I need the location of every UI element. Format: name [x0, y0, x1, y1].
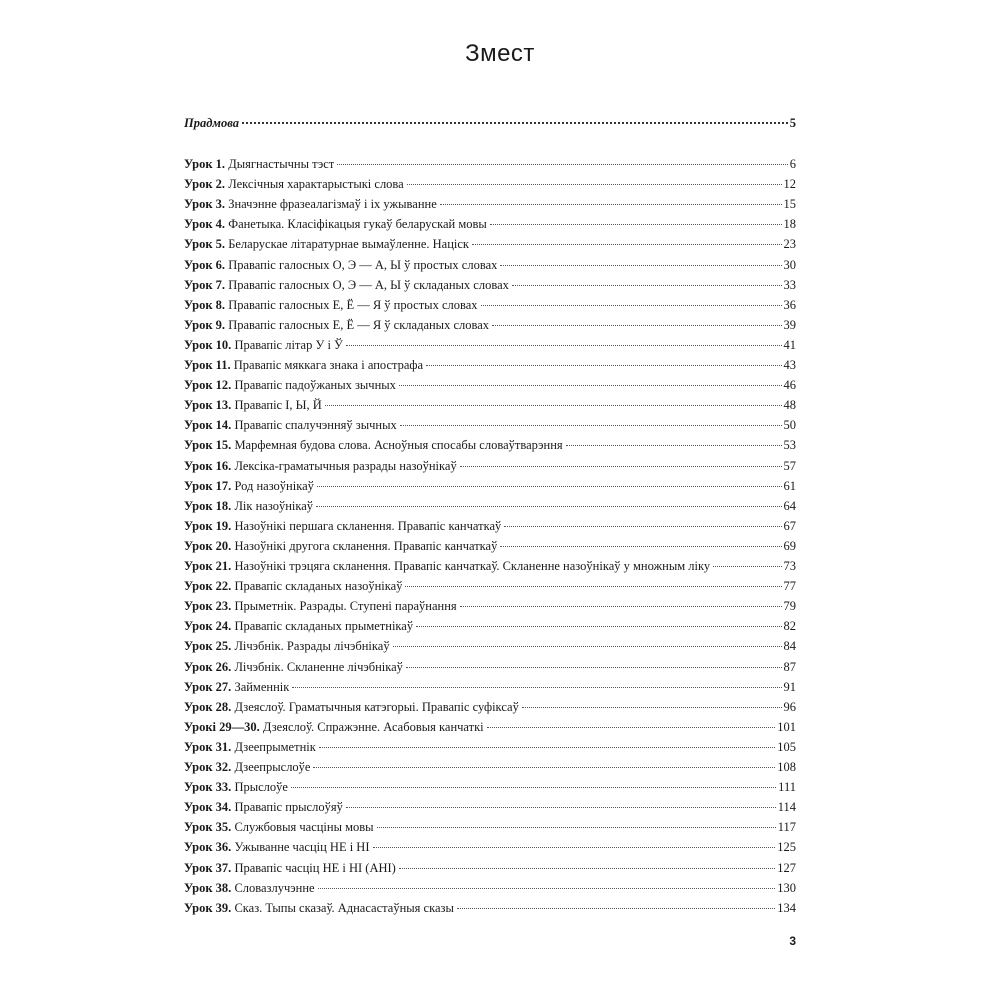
dot-leader	[472, 244, 782, 245]
lesson-title: Правапіс спалучэнняў зычных	[234, 418, 397, 433]
dot-leader	[377, 827, 776, 828]
dot-leader	[522, 707, 782, 708]
lesson-number: Урок 17.	[184, 478, 232, 493]
lesson-title: Дыягнастычны тэст	[228, 157, 335, 171]
lesson-page: 48	[783, 398, 796, 413]
toc-row[interactable]	[184, 458, 796, 474]
dot-leader	[504, 526, 781, 527]
dot-leader	[313, 767, 775, 768]
lesson-page: 41	[783, 337, 796, 352]
toc-row[interactable]	[184, 357, 796, 373]
lesson-page: 30	[783, 257, 796, 272]
dot-leader	[337, 164, 787, 165]
lesson-page: 6	[789, 157, 796, 171]
lesson-page: 53	[783, 438, 796, 453]
lesson-title: Дзеепрыметнік	[234, 739, 316, 754]
toc-row[interactable]	[184, 518, 796, 534]
lesson-page: 117	[777, 820, 796, 835]
lesson-title: Правапіс прыслоўяў	[234, 800, 343, 815]
lesson-title: Беларускае літаратурнае вымаўленне. Націск	[228, 237, 469, 252]
toc-row[interactable]	[184, 638, 796, 654]
toc-row[interactable]	[184, 759, 796, 775]
lesson-page: 73	[783, 559, 796, 573]
lesson-page: 36	[783, 297, 796, 312]
lesson-page: 50	[783, 418, 796, 433]
lesson-page: 127	[777, 860, 796, 875]
toc-row[interactable]	[184, 598, 796, 614]
dot-leader	[242, 122, 788, 124]
dot-leader	[400, 425, 782, 426]
lesson-number: Урок 3.	[184, 197, 226, 212]
lesson-title: Словазлучэнне	[234, 880, 315, 895]
toc-row[interactable]	[184, 578, 796, 594]
lesson-number: Урок 26.	[184, 659, 232, 674]
dot-leader	[393, 646, 782, 647]
lesson-page: 77	[783, 579, 796, 594]
lesson-page: 18	[783, 217, 796, 232]
toc-row-preface[interactable]	[184, 115, 796, 131]
lesson-title: Фанетыка. Класіфікацыя гукаў беларускай мовы	[228, 217, 487, 232]
lesson-number: Урок 32.	[184, 760, 232, 774]
dot-leader	[460, 466, 782, 467]
dot-leader	[292, 687, 781, 688]
lesson-title: Правапіс галосных Е, Ё — Я ў простых словах	[228, 297, 478, 312]
lesson-title: Правапіс літар У і Ў	[234, 337, 343, 352]
dot-leader	[291, 787, 776, 788]
dot-leader	[399, 385, 782, 386]
lesson-title: Правапіс мяккага знака і апострафа	[233, 358, 424, 372]
lesson-number: Урок 23.	[184, 599, 232, 614]
toc-row[interactable]	[184, 317, 796, 333]
lesson-title: Лексічныя характарыстыкі слова	[228, 177, 404, 192]
lesson-title: Дзеяслоў. Спражэнне. Асабовыя канчаткі	[262, 719, 484, 734]
lesson-page: 12	[783, 177, 796, 192]
toc-row[interactable]	[184, 236, 796, 252]
dot-leader	[481, 305, 782, 306]
lesson-page: 111	[778, 780, 796, 795]
lesson-number: Урок 14.	[184, 418, 232, 433]
dot-leader	[316, 506, 781, 507]
lesson-title: Марфемная будова слова. Асноўныя спосабы словаўтварэння	[234, 438, 563, 453]
lesson-number: Урок 16.	[184, 458, 232, 473]
lesson-page: 57	[783, 458, 796, 473]
lesson-page: 15	[783, 197, 796, 212]
dot-leader	[440, 204, 782, 205]
toc-row[interactable]	[184, 679, 796, 695]
dot-leader	[460, 606, 782, 607]
dot-leader	[346, 807, 776, 808]
toc-row[interactable]	[184, 498, 796, 514]
lesson-number: Урок 36.	[184, 840, 232, 855]
lesson-title: Назоўнікі першага скланення. Правапіс канчаткаў	[234, 518, 502, 533]
lesson-number: Урок 12.	[184, 378, 232, 393]
toc-row[interactable]	[184, 739, 796, 755]
lesson-page: 130	[777, 880, 796, 895]
lesson-page: 43	[783, 358, 796, 372]
lesson-number: Урок 18.	[184, 498, 232, 513]
lesson-page: 23	[783, 237, 796, 252]
toc-row[interactable]	[184, 779, 796, 795]
toc-row[interactable]	[184, 176, 796, 192]
lesson-title: Лічэбнік. Скланенне лічэбнікаў	[234, 659, 403, 674]
lesson-title: Сказ. Тыпы сказаў. Аднасастаўныя сказы	[234, 900, 454, 915]
lesson-number: Урок 27.	[184, 679, 232, 694]
dot-leader	[406, 667, 782, 668]
toc-row[interactable]	[184, 900, 796, 916]
lesson-number: Урок 11.	[184, 358, 231, 372]
lesson-number: Урок 15.	[184, 438, 232, 453]
lesson-title: Правапіс галосных Е, Ё — Я ў складаных словах	[228, 317, 490, 332]
lesson-page: 101	[777, 719, 796, 734]
lesson-number: Урок 37.	[184, 860, 232, 875]
toc-row[interactable]	[184, 799, 796, 815]
lesson-title: Прыслоўе	[234, 780, 288, 795]
dot-leader	[487, 727, 776, 728]
dot-leader	[490, 224, 782, 225]
lesson-number: Урок 6.	[184, 257, 226, 272]
lesson-number: Урок 20.	[184, 538, 232, 553]
table-of-contents	[184, 0, 796, 1000]
preface-page: 5	[789, 116, 796, 130]
lesson-title: Правапіс галосных О, Э — А, Ы ў складаных словах	[228, 277, 509, 292]
lesson-page: 96	[783, 699, 796, 714]
lesson-number: Урокі 29—30.	[184, 719, 260, 734]
lesson-number: Урок 34.	[184, 800, 232, 815]
lesson-title: Лексіка-граматычныя разрады назоўнікаў	[234, 458, 457, 473]
lesson-page: 105	[777, 739, 796, 754]
lesson-title: Назоўнікі трэцяга скланення. Правапіс канчаткаў. Скланенне назоўнікаў у множным ліку	[234, 559, 711, 573]
lesson-title: Правапіс складаных прыметнікаў	[234, 619, 414, 634]
lesson-title: Прыметнік. Разрады. Ступені параўнання	[234, 599, 457, 614]
dot-leader	[500, 546, 781, 547]
toc-row[interactable]	[184, 659, 796, 675]
lesson-page: 61	[783, 478, 796, 493]
lesson-title: Службовыя часціны мовы	[234, 820, 374, 835]
lesson-number: Урок 4.	[184, 217, 226, 232]
lesson-title: Правапіс І, Ы, Й	[234, 398, 322, 413]
toc-row[interactable]	[184, 719, 796, 735]
toc-row[interactable]	[184, 538, 796, 554]
lesson-number: Урок 38.	[184, 880, 232, 895]
dot-leader	[492, 325, 781, 326]
lesson-page: 69	[783, 538, 796, 553]
dot-leader	[713, 566, 781, 567]
lesson-number: Урок 35.	[184, 820, 232, 835]
page-number: 3	[789, 934, 796, 948]
lesson-number: Урок 13.	[184, 398, 232, 413]
dot-leader	[566, 445, 782, 446]
lesson-title: Правапіс часціц НЕ і НІ (АНІ)	[234, 860, 396, 875]
dot-leader	[346, 345, 782, 346]
preface-label: Прадмова	[184, 116, 239, 130]
lesson-title: Займеннік	[234, 679, 290, 694]
lesson-title: Дзеепрыслоўе	[234, 760, 311, 774]
dot-leader	[500, 265, 781, 266]
toc-row[interactable]	[184, 860, 796, 876]
lesson-number: Урок 1.	[184, 157, 226, 171]
dot-leader	[325, 405, 782, 406]
dot-leader	[317, 486, 782, 487]
lesson-page: 125	[777, 840, 796, 855]
toc-row[interactable]	[184, 558, 796, 574]
toc-row[interactable]	[184, 699, 796, 715]
dot-leader	[512, 285, 782, 286]
dot-leader	[457, 908, 775, 909]
lesson-page: 39	[783, 317, 796, 332]
lesson-number: Урок 2.	[184, 177, 226, 192]
lesson-number: Урок 9.	[184, 317, 226, 332]
lesson-title: Правапіс складаных назоўнікаў	[234, 579, 403, 594]
lesson-title: Назоўнікі другога скланення. Правапіс канчаткаў	[234, 538, 498, 553]
lesson-page: 64	[783, 498, 796, 513]
toc-row[interactable]	[184, 437, 796, 453]
lesson-number: Урок 24.	[184, 619, 232, 634]
toc-row[interactable]	[184, 337, 796, 353]
lesson-title: Значэнне фразеалагізмаў і іх ужыванне	[228, 197, 437, 212]
dot-leader	[319, 747, 775, 748]
lesson-page: 33	[783, 277, 796, 292]
lesson-page: 114	[777, 800, 796, 815]
lesson-number: Урок 31.	[184, 739, 232, 754]
lesson-page: 79	[783, 599, 796, 614]
toc-row[interactable]	[184, 417, 796, 433]
lesson-title: Род назоўнікаў	[234, 478, 314, 493]
lesson-number: Урок 39.	[184, 900, 232, 915]
dot-leader	[373, 847, 776, 848]
toc-row[interactable]	[184, 819, 796, 835]
lesson-title: Правапіс галосных О, Э — А, Ы ў простых словах	[228, 257, 498, 272]
toc-row[interactable]	[184, 397, 796, 413]
lesson-number: Урок 28.	[184, 699, 232, 714]
dot-leader	[416, 626, 781, 627]
dot-leader	[318, 888, 776, 889]
lesson-number: Урок 22.	[184, 579, 232, 594]
lesson-title: Лічэбнік. Разрады лічэбнікаў	[234, 639, 390, 654]
toc-row[interactable]	[184, 216, 796, 232]
lesson-page: 91	[783, 679, 796, 694]
lesson-title: Ужыванне часціц НЕ і НІ	[234, 840, 370, 855]
lesson-page: 87	[783, 659, 796, 674]
lesson-number: Урок 8.	[184, 297, 226, 312]
dot-leader	[399, 868, 775, 869]
dot-leader	[405, 586, 781, 587]
toc-row[interactable]	[184, 377, 796, 393]
lesson-page: 84	[783, 639, 796, 654]
lesson-number: Урок 10.	[184, 337, 232, 352]
lesson-number: Урок 19.	[184, 518, 232, 533]
lesson-number: Урок 25.	[184, 639, 232, 654]
dot-leader	[426, 365, 781, 366]
dot-leader	[407, 184, 782, 185]
lesson-number: Урок 5.	[184, 237, 226, 252]
lesson-number: Урок 33.	[184, 780, 232, 795]
lesson-page: 46	[783, 378, 796, 393]
lesson-page: 134	[777, 900, 796, 915]
toc-row[interactable]	[184, 839, 796, 855]
lesson-number: Урок 21.	[184, 559, 232, 573]
toc-row[interactable]	[184, 880, 796, 896]
lesson-title: Дзеяслоў. Граматычныя катэгорыі. Правапіс суфіксаў	[234, 699, 519, 714]
page-title: Змест	[465, 40, 535, 67]
lesson-title: Лік назоўнікаў	[234, 498, 314, 513]
toc-row[interactable]	[184, 196, 796, 212]
lesson-page: 67	[783, 518, 796, 533]
toc-row[interactable]	[184, 297, 796, 313]
toc-row[interactable]	[184, 478, 796, 494]
toc-row[interactable]	[184, 618, 796, 634]
lesson-page: 108	[777, 760, 796, 774]
lesson-title: Правапіс падоўжаных зычных	[234, 378, 396, 393]
toc-row[interactable]	[184, 277, 796, 293]
lesson-page: 82	[783, 619, 796, 634]
toc-row[interactable]	[184, 156, 796, 172]
toc-row[interactable]	[184, 257, 796, 273]
lesson-number: Урок 7.	[184, 277, 226, 292]
